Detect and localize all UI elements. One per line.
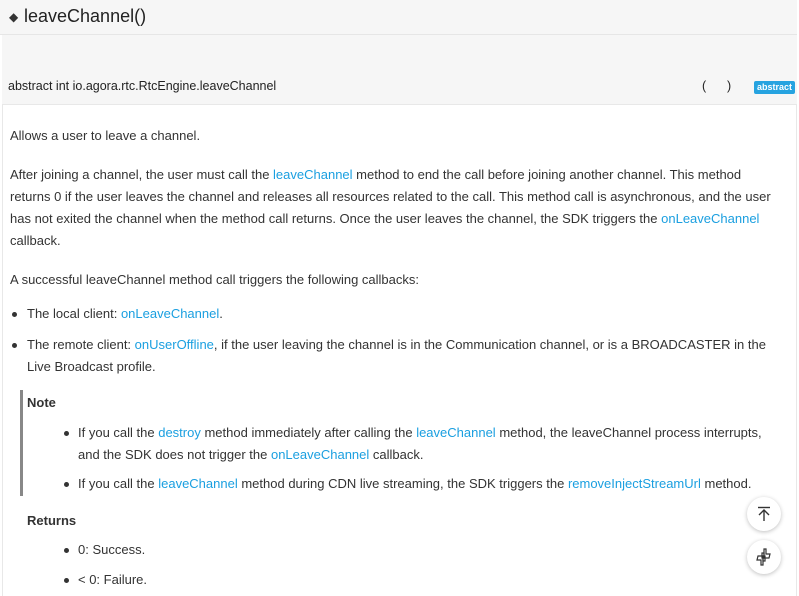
text-span: method to end the call before joining another channel. This method returns 0 if the user leaves the channel and releases all resources related to the call. This method call is asynchronous, and the user has not exited the channel when the method call returns. Once the user leaves the channel, the SDK triggers the: [10, 167, 771, 226]
member-title: leaveChannel(): [24, 6, 147, 26]
on-user-offline-link[interactable]: onUserOffline: [134, 337, 214, 352]
bullet-icon: [12, 343, 17, 348]
returns-title: Returns: [27, 513, 77, 528]
member-heading: [0, 0, 797, 35]
text-span: .: [219, 306, 223, 321]
bullet-icon: [64, 548, 69, 553]
text-span: If you call the: [78, 476, 159, 491]
on-leave-channel-link[interactable]: onLeaveChannel: [120, 306, 220, 321]
on-leave-channel-link[interactable]: onLeaveChannel: [270, 447, 370, 462]
list-item-local: [27, 303, 787, 325]
doc-right-border: [796, 104, 797, 596]
intro-paragraph: Allows a user to leave a channel.: [10, 128, 201, 143]
doc-left-border: [2, 104, 3, 596]
leave-channel-link[interactable]: leaveChannel: [416, 425, 496, 440]
remove-inject-stream-url-link[interactable]: removeInjectStreamUrl: [567, 476, 701, 491]
return-success: 0: Success.: [78, 542, 146, 557]
text-span: The remote client:: [27, 337, 135, 352]
method-signature: abstract int io.agora.rtc.RtcEngine.leaveChannel: [8, 79, 277, 93]
note-item-destroy: [78, 422, 778, 466]
text-span: , if the user leaving the channel is in the Communication channel, or is a BROADCASTER in the Live Broadcast profile.: [27, 337, 766, 374]
note-title: Note: [27, 395, 56, 410]
leave-channel-link[interactable]: leaveChannel: [273, 167, 353, 182]
text-span: The local client:: [27, 306, 121, 321]
text-span: method, the leaveChannel process interrupts, and the SDK does not trigger the: [78, 425, 762, 462]
destroy-link[interactable]: destroy: [158, 425, 201, 440]
text-span: If you call the: [78, 425, 159, 440]
diamond-icon: ◆: [9, 10, 19, 24]
leave-channel-link[interactable]: leaveChannel: [158, 476, 238, 491]
text-span: method immediately after calling the: [200, 425, 417, 440]
paren-close: ): [727, 79, 732, 93]
member-prototype: [2, 35, 797, 105]
note-item-cdn: [78, 473, 778, 495]
bullet-icon: [64, 578, 69, 583]
list-item-remote: [27, 334, 787, 378]
arrow-up-to-top-icon: [755, 505, 773, 523]
back-to-top-button[interactable]: [747, 497, 781, 531]
paren-open: (: [702, 79, 707, 93]
note-bar: [20, 390, 23, 496]
bullet-icon: [64, 482, 69, 487]
text-span: callback.: [369, 447, 424, 462]
thumbs-icon: [753, 546, 775, 568]
feedback-button[interactable]: [747, 540, 781, 574]
abstract-badge: abstract: [754, 81, 795, 94]
text-span: callback.: [10, 233, 61, 248]
bullet-icon: [12, 312, 17, 317]
on-leave-channel-link[interactable]: onLeaveChannel: [661, 211, 760, 226]
return-failure: < 0: Failure.: [78, 572, 148, 587]
callbacks-intro: A successful leaveChannel method call triggers the following callbacks:: [10, 272, 419, 287]
details-paragraph: [10, 164, 785, 252]
text-span: After joining a channel, the user must call the: [10, 167, 274, 182]
text-span: method during CDN live streaming, the SDK triggers the: [237, 476, 568, 491]
bullet-icon: [64, 431, 69, 436]
text-span: method.: [700, 476, 752, 491]
